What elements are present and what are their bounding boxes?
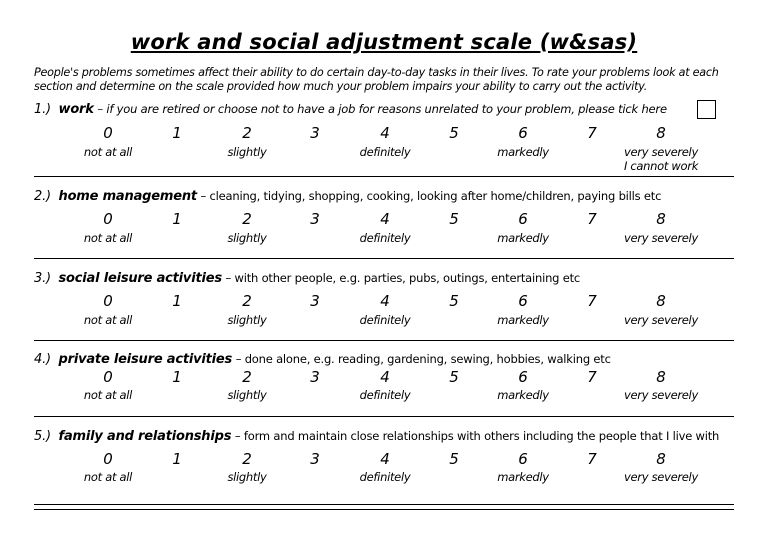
- rating-7[interactable]: 7: [587, 450, 597, 468]
- rating-8[interactable]: 8: [656, 450, 666, 468]
- rating-5[interactable]: 5: [449, 124, 459, 142]
- section-work: [34, 102, 734, 177]
- section-title: private leisure activities: [58, 352, 233, 367]
- label-markedly: markedly: [497, 145, 549, 159]
- rating-2[interactable]: 2: [242, 450, 252, 468]
- section-number: 5.): [34, 429, 51, 444]
- section-divider: [34, 176, 734, 177]
- section-number: 4.): [34, 352, 51, 367]
- section-title: work: [58, 102, 94, 117]
- label-definitely: definitely: [359, 231, 411, 245]
- rating-3[interactable]: 3: [310, 124, 320, 142]
- rating-0[interactable]: 0: [103, 292, 113, 310]
- rating-3[interactable]: 3: [310, 368, 320, 386]
- rating-1[interactable]: 1: [172, 124, 182, 142]
- label-not-at-all: not at all: [83, 388, 133, 402]
- section-divider: [34, 340, 734, 341]
- label-slightly: slightly: [227, 231, 267, 245]
- section-heading: [34, 102, 667, 117]
- rating-1[interactable]: 1: [172, 450, 182, 468]
- section-number: 1.): [34, 102, 51, 117]
- label-very-severely: very severely: [624, 388, 698, 402]
- section-divider: [34, 258, 734, 259]
- section-description: – done alone, e.g. reading, gardening, sewing, hobbies, walking etc: [235, 352, 611, 366]
- page-title: work and social adjustment scale (w&sas): [130, 30, 638, 54]
- rating-4[interactable]: 4: [380, 450, 390, 468]
- label-markedly: markedly: [497, 388, 549, 402]
- rating-2[interactable]: 2: [242, 292, 252, 310]
- label-slightly: slightly: [227, 145, 267, 159]
- rating-3[interactable]: 3: [310, 450, 320, 468]
- section-number: 3.): [34, 271, 51, 286]
- rating-0[interactable]: 0: [103, 210, 113, 228]
- rating-6[interactable]: 6: [518, 124, 528, 142]
- section-social-leisure: [34, 271, 734, 331]
- section-title: home management: [58, 189, 197, 204]
- rating-0[interactable]: 0: [103, 368, 113, 386]
- label-definitely: definitely: [359, 388, 411, 402]
- rating-1[interactable]: 1: [172, 368, 182, 386]
- rating-4[interactable]: 4: [380, 368, 390, 386]
- rating-6[interactable]: 6: [518, 210, 528, 228]
- label-definitely: definitely: [359, 470, 411, 484]
- rating-7[interactable]: 7: [587, 124, 597, 142]
- rating-6[interactable]: 6: [518, 368, 528, 386]
- cannot-work-checkbox[interactable]: [697, 100, 716, 119]
- rating-5[interactable]: 5: [449, 210, 459, 228]
- label-not-at-all: not at all: [83, 313, 133, 327]
- section-heading: [34, 352, 611, 367]
- rating-8[interactable]: 8: [656, 124, 666, 142]
- rating-1[interactable]: 1: [172, 210, 182, 228]
- rating-2[interactable]: 2: [242, 124, 252, 142]
- section-number: 2.): [34, 189, 51, 204]
- rating-7[interactable]: 7: [587, 368, 597, 386]
- label-slightly: slightly: [227, 313, 267, 327]
- section-heading: [34, 271, 580, 286]
- section-description: – if you are retired or choose not to have a job for reasons unrelated to your problem, please tick here: [97, 102, 667, 116]
- rating-8[interactable]: 8: [656, 292, 666, 310]
- label-very-severely: very severely: [624, 470, 698, 484]
- section-private-leisure: [34, 352, 734, 407]
- section-divider: [34, 416, 734, 417]
- section-description: – form and maintain close relationships with others including the people that I live with: [234, 429, 720, 443]
- section-title: social leisure activities: [58, 271, 222, 286]
- section-description: – cleaning, tidying, shopping, cooking, looking after home/children, paying bills etc: [200, 189, 662, 203]
- rating-3[interactable]: 3: [310, 210, 320, 228]
- rating-7[interactable]: 7: [587, 210, 597, 228]
- label-not-at-all: not at all: [83, 145, 133, 159]
- rating-4[interactable]: 4: [380, 124, 390, 142]
- label-markedly: markedly: [497, 231, 549, 245]
- bottom-double-rule-top: [34, 504, 734, 505]
- rating-0[interactable]: 0: [103, 450, 113, 468]
- label-definitely: definitely: [359, 145, 411, 159]
- section-heading: [34, 189, 661, 204]
- section-home-management: [34, 189, 734, 249]
- rating-8[interactable]: 8: [656, 210, 666, 228]
- label-very-severely: very severely: [624, 145, 698, 159]
- rating-3[interactable]: 3: [310, 292, 320, 310]
- bottom-double-rule-bottom: [34, 509, 734, 510]
- label-not-at-all: not at all: [83, 231, 133, 245]
- instructions-text: People's problems sometimes affect their ability to do certain day-to-day tasks in their lives. To rate your problems look at each section and determine on the scale provided how much your problem impairs your ability to carry out the activity.: [34, 66, 719, 93]
- rating-1[interactable]: 1: [172, 292, 182, 310]
- rating-2[interactable]: 2: [242, 368, 252, 386]
- rating-5[interactable]: 5: [449, 450, 459, 468]
- label-definitely: definitely: [359, 313, 411, 327]
- label-very-severely: very severely: [624, 231, 698, 245]
- section-heading: [34, 429, 719, 444]
- section-family-relationships: [34, 429, 734, 489]
- rating-5[interactable]: 5: [449, 292, 459, 310]
- section-title: family and relationships: [58, 429, 232, 444]
- label-markedly: markedly: [497, 313, 549, 327]
- rating-4[interactable]: 4: [380, 292, 390, 310]
- rating-0[interactable]: 0: [103, 124, 113, 142]
- rating-4[interactable]: 4: [380, 210, 390, 228]
- section-description: – with other people, e.g. parties, pubs, outings, entertaining etc: [225, 271, 581, 285]
- rating-6[interactable]: 6: [518, 292, 528, 310]
- rating-8[interactable]: 8: [656, 368, 666, 386]
- rating-2[interactable]: 2: [242, 210, 252, 228]
- label-slightly: slightly: [227, 470, 267, 484]
- rating-5[interactable]: 5: [449, 368, 459, 386]
- label-not-at-all: not at all: [83, 470, 133, 484]
- label-slightly: slightly: [227, 388, 267, 402]
- label-very-severely: very severely: [624, 313, 698, 327]
- rating-7[interactable]: 7: [587, 292, 597, 310]
- label-markedly: markedly: [497, 470, 549, 484]
- label-cannot-work: I cannot work: [623, 159, 699, 173]
- rating-6[interactable]: 6: [518, 450, 528, 468]
